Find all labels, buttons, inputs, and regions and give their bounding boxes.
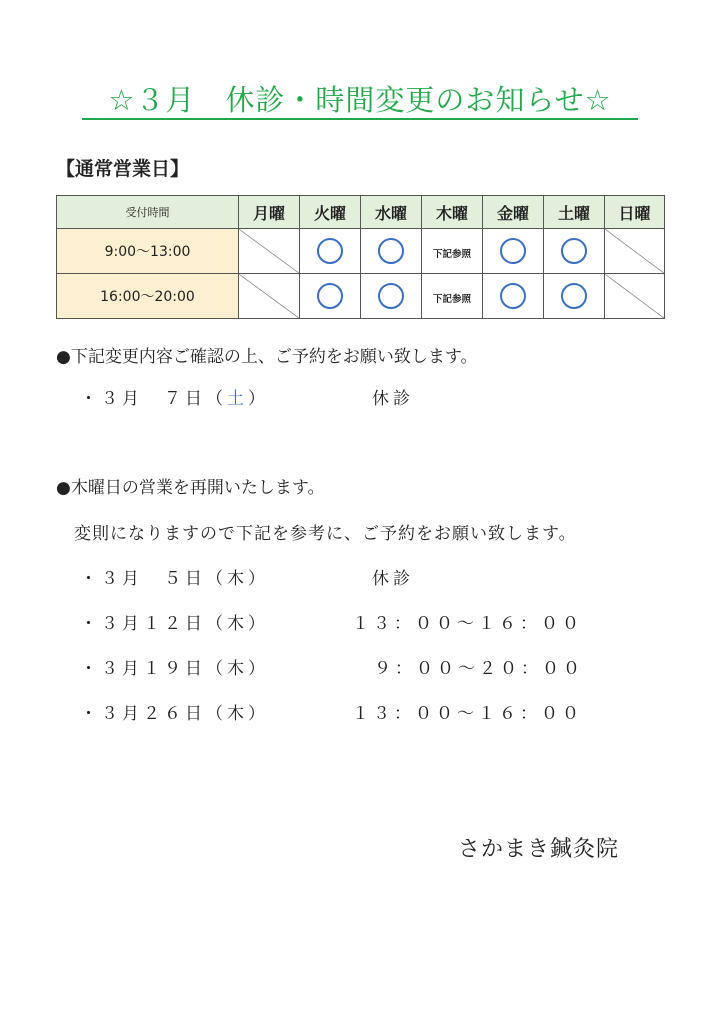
notice2-item-status: １３：００〜１６：００ xyxy=(352,704,583,724)
see-below-cell-thu xyxy=(422,274,483,319)
notice2-item-date: ・３月２６日（木） xyxy=(80,704,269,724)
open-cell-fri xyxy=(483,274,544,319)
open-cell-sat xyxy=(544,274,605,319)
page-title: ☆３月 休診・時間変更のお知らせ☆ xyxy=(108,83,612,117)
weekday-sat: 土 xyxy=(227,389,248,409)
schedule-row xyxy=(57,274,665,319)
closed-cell-mon xyxy=(239,274,300,319)
day-header-sun: 日曜 xyxy=(605,196,665,229)
schedule-header-row xyxy=(57,196,665,229)
date-prefix: ・３月 ７日（ xyxy=(80,389,227,409)
date-suffix: ） xyxy=(248,389,269,409)
closed-cell-sun xyxy=(605,229,665,274)
time-slot-cell: 16:00〜20:00 xyxy=(57,274,239,319)
schedule-row xyxy=(57,229,665,274)
closed-cell-mon xyxy=(239,229,300,274)
see-below-cell-thu xyxy=(422,229,483,274)
open-circle-icon xyxy=(500,283,526,309)
open-circle-icon xyxy=(561,283,587,309)
closed-cell-sun xyxy=(605,274,665,319)
open-circle-icon xyxy=(317,238,343,264)
see-below-note: 下記参照 xyxy=(432,248,471,260)
time-slot-cell: 9:00〜13:00 xyxy=(57,229,239,274)
open-cell-sat xyxy=(544,229,605,274)
notice2-item-status: １３：００〜１６：００ xyxy=(352,614,583,634)
open-cell-fri xyxy=(483,229,544,274)
day-header-fri: 金曜 xyxy=(483,196,544,229)
title-underline xyxy=(82,118,638,120)
notice1-heading: ●下記変更内容ご確認の上、ご予約をお願い致します。 xyxy=(56,347,478,367)
notice2-item-date: ・３月 ５日（木） xyxy=(80,569,269,589)
notice2-item-date: ・３月１２日（木） xyxy=(80,614,269,634)
schedule-table xyxy=(56,195,665,319)
notice1-item-status: 休診 xyxy=(372,389,414,409)
day-header-thu: 木曜 xyxy=(422,196,483,229)
notice1-item-date xyxy=(80,384,269,409)
open-circle-icon xyxy=(561,238,587,264)
notice2-heading: ●木曜日の営業を再開いたします。 xyxy=(56,478,325,498)
notice2-subtext: 変則になりますので下記を参考に、ご予約をお願い致します。 xyxy=(74,524,577,544)
open-cell-tue xyxy=(300,274,361,319)
open-circle-icon xyxy=(500,238,526,264)
open-circle-icon xyxy=(378,238,404,264)
reception-hours-header: 受付時間 xyxy=(57,196,239,229)
day-header-wed: 水曜 xyxy=(361,196,422,229)
notice2-item-date: ・３月１９日（木） xyxy=(80,659,269,679)
day-header-sat: 土曜 xyxy=(544,196,605,229)
see-below-note: 下記参照 xyxy=(432,293,471,305)
regular-hours-label: 【通常営業日】 xyxy=(56,158,190,180)
notice2-item-status: ９：００〜２０：００ xyxy=(374,659,584,679)
day-header-tue: 火曜 xyxy=(300,196,361,229)
open-cell-wed xyxy=(361,229,422,274)
open-circle-icon xyxy=(378,283,404,309)
open-cell-tue xyxy=(300,229,361,274)
day-header-mon: 月曜 xyxy=(239,196,300,229)
open-circle-icon xyxy=(317,283,343,309)
open-cell-wed xyxy=(361,274,422,319)
clinic-name: さかまき鍼灸院 xyxy=(458,837,620,862)
notice2-item-status: 休診 xyxy=(372,569,414,589)
